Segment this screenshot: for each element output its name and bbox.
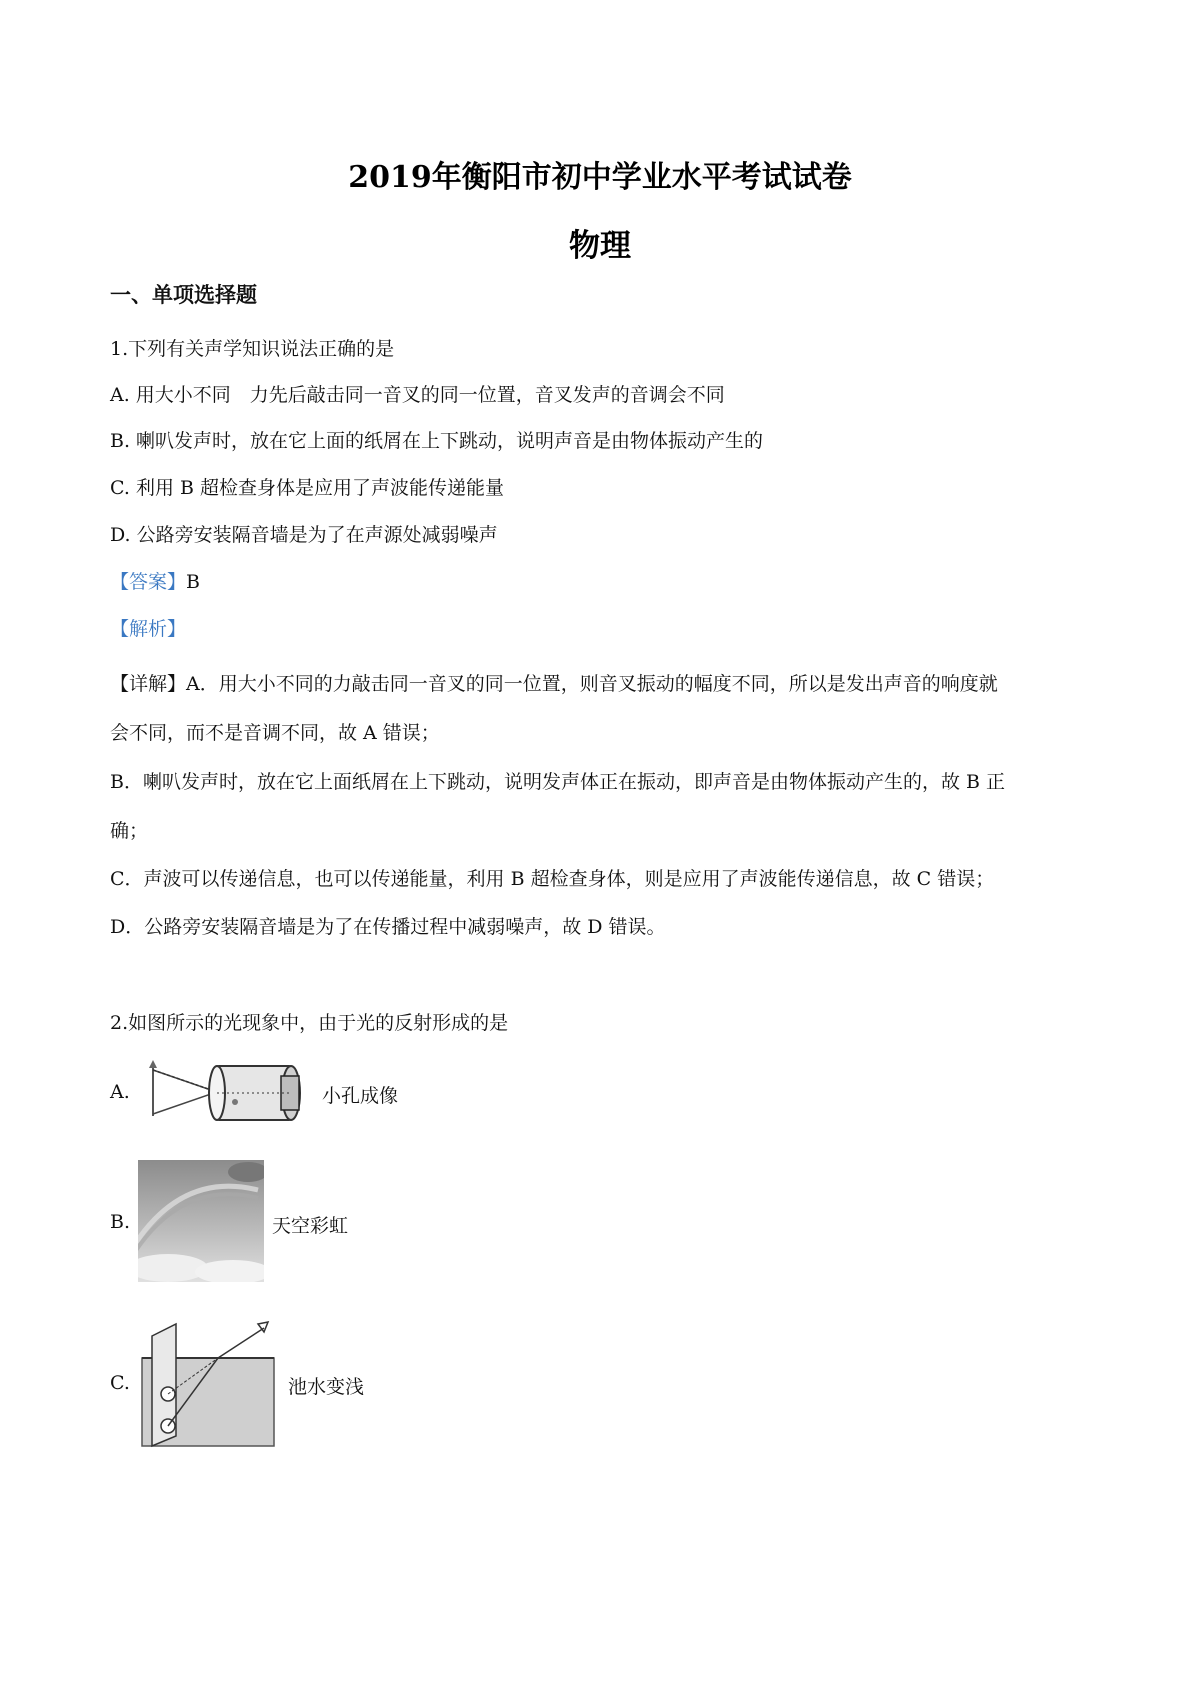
- q2-option-c-label: C.: [110, 1372, 130, 1394]
- pinhole-camera-figure: [145, 1058, 315, 1128]
- q2-option-b-label: B.: [110, 1211, 131, 1233]
- q1-detail-line: B．喇叭发声时，放在它上面纸屑在上下跳动，说明发声体正在振动，即声音是由物体振动产生的，故 B 正: [110, 771, 1006, 793]
- q2-stem: 2.如图所示的光现象中，由于光的反射形成的是: [110, 1012, 509, 1034]
- q1-option-a: A. 用大小不同 力先后敲击同一音叉的同一位置，音叉发声的音调会不同: [110, 384, 725, 406]
- q1-option-d: D. 公路旁安装隔音墙是为了在声源处减弱噪声: [110, 524, 498, 546]
- q1-stem: 1.下列有关声学知识说法正确的是: [110, 338, 395, 360]
- q1-answer: [110, 567, 200, 594]
- q1-option-c: C. 利用 B 超检查身体是应用了声波能传递能量: [110, 477, 504, 499]
- q1-detail-line: C．声波可以传递信息，也可以传递能量，利用 B 超检查身体，则是应用了声波能传递信息，故 C 错误；: [110, 868, 995, 890]
- q2-option-a-label: A.: [110, 1081, 130, 1103]
- q2-option-c-text: 池水变浅: [288, 1376, 365, 1398]
- answer-tag: 【答案】: [110, 571, 187, 593]
- q1-detail-line: D．公路旁安装隔音墙是为了在传播过程中减弱噪声，故 D 错误。: [110, 916, 666, 938]
- subject-title: 物理: [569, 228, 631, 264]
- exam-title: 2019年衡阳市初中学业水平考试试卷: [348, 160, 852, 195]
- q1-detail-line: 【详解】A．用大小不同的力敲击同一音叉的同一位置，则音叉振动的幅度不同，所以是发出声音的响度就: [110, 673, 998, 695]
- q1-option-b: B. 喇叭发声时，放在它上面的纸屑在上下跳动，说明声音是由物体振动产生的: [110, 430, 764, 452]
- q1-detail-line: 确；: [110, 820, 149, 842]
- analysis-tag: 【解析】: [110, 618, 187, 640]
- q1-detail-line: 会不同，而不是音调不同，故 A 错误；: [110, 722, 440, 744]
- answer-value: B: [186, 571, 200, 593]
- q2-option-b-text: 天空彩虹: [272, 1215, 349, 1237]
- shallow-pool-figure: [138, 1318, 278, 1448]
- section-heading: 一、单项选择题: [110, 282, 257, 307]
- rainbow-photo-figure: [138, 1160, 264, 1282]
- q2-option-a-text: 小孔成像: [322, 1085, 399, 1107]
